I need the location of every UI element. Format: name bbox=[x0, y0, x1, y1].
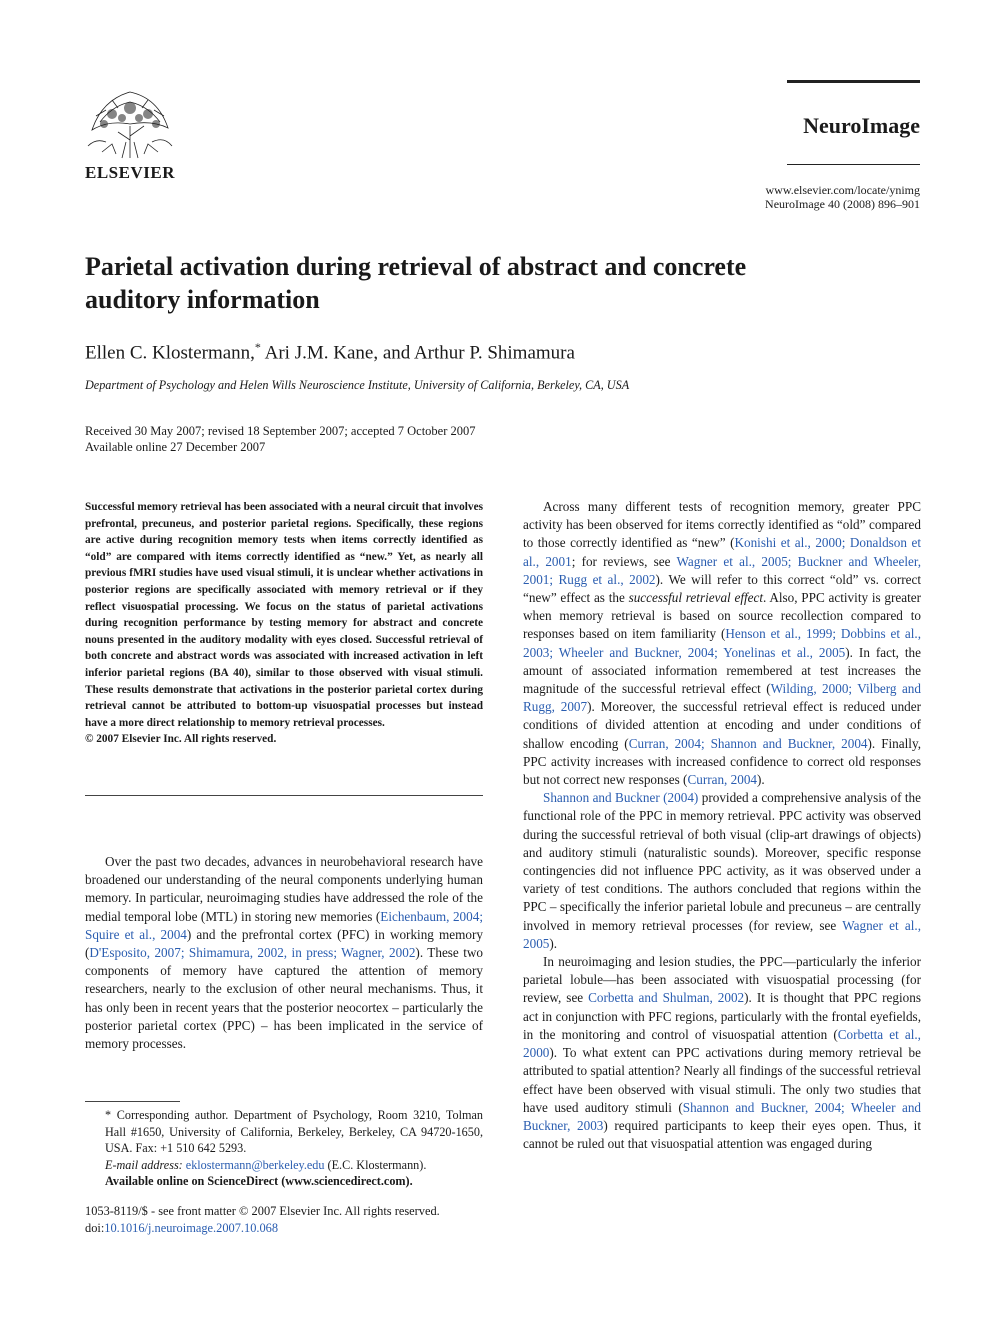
body-text: Across many different tests of recognition memory, greater PPC activity has been observed for items correctly identified as “old” compared to those correctly identified as “new” ( bbox=[523, 499, 921, 551]
ref-link[interactable]: Wagner et al., 2005 bbox=[523, 917, 921, 951]
footnote bbox=[85, 1107, 483, 1190]
online-date: Available online 27 December 2007 bbox=[85, 439, 266, 454]
coauthors: Ari J.M. Kane, and Arthur P. Shimamura bbox=[260, 342, 575, 364]
journal-name: NeuroImage bbox=[803, 113, 920, 138]
body-text: ). Finally, PPC activity increases with increased confidence to correct old responses but not correct new responses ( bbox=[523, 735, 921, 788]
ref-link[interactable]: Wagner et al., 2005; Buckner and Wheeler, 2001; Rugg et al., 2002 bbox=[523, 553, 921, 587]
abstract bbox=[85, 499, 483, 748]
body-text: Over the past two decades, advances in neurobehavioral research have broadened our understanding of the neural components underlying human memory. In particular, neuroimaging studies have addressed the role of the medial temporal lobe (MTL) in storing new memories ( bbox=[85, 854, 483, 924]
body-text: ). To what extent can PPC activations during memory retrieval be attributed to spatial attention? Nearly all findings of the successful retrieval effect have been observed with visual stimuli. The only two studies that have used auditory stimuli ( bbox=[523, 1045, 921, 1115]
intro-paragraph-1 bbox=[85, 853, 483, 1053]
doi-line bbox=[85, 1220, 505, 1237]
journal-url[interactable]: www.elsevier.com/locate/ynimg bbox=[765, 183, 920, 197]
doi-label: doi: bbox=[85, 1221, 105, 1235]
journal-citation: NeuroImage 40 (2008) 896–901 bbox=[765, 197, 920, 211]
abstract-text: Successful memory retrieval has been associated with a neural circuit that involves prefrontal, precuneus, and posterior parietal regions. Specifically, these regions are active during recognition memory tests when items correctly identified as “old” are compared with items correctly identified as “new.” Yet, as nearly all previous fMRI studies have used visual stimuli, it is unclear whether activations in posterior regions are specifically associated with memory retrieval or if they reflect visuospatial processing. We focus on the status of parietal activations during recognition performance by testing memory for abstract and concrete nouns presented in the auditory modality with eyes closed. Successful retrieval of both concrete and abstract words was associated with increased activation in left inferior parietal regions (BA 40), similar to those observed with visual stimuli. These results demonstrate that activations in the posterior parietal cortex during retrieval cannot be attributed to bottom-up visuospatial processes but instead have a more direct relationship to memory retrieval processes. bbox=[85, 501, 483, 729]
body-text: ). Moreover, the successful retrieval effect is reduced under conditions of divided attention at encoding and under conditions of shallow encoding ( bbox=[523, 699, 921, 751]
body-text: In neuroimaging and lesion studies, the PPC—particularly the inferior parietal lobule—has been associated with visuospatial processing (for review, see bbox=[523, 954, 921, 1006]
email-owner: (E.C. Klostermann). bbox=[324, 1157, 427, 1172]
ref-link[interactable]: Henson et al., 1999; Dobbins et al., 2003; Wheeler and Buckner, 2004; Yonelinas et al., 2005 bbox=[523, 626, 921, 660]
footnote-rule bbox=[85, 1101, 180, 1102]
sciencedirect-note: Available online on ScienceDirect (www.sciencedirect.com). bbox=[105, 1174, 413, 1189]
body-text: ). These two components of memory have captured the attention of memory researchers, nearly to the exclusion of other neural mechanisms. Thus, it has only been in recent years that the posterior neocortex – particularly the posterior parietal cortex (PPC) – has been implicated in the service of memory processes. bbox=[85, 945, 483, 1052]
right-column-body bbox=[523, 498, 921, 1153]
article-history bbox=[85, 424, 585, 455]
affiliation: Department of Psychology and Helen Wills Neuroscience Institute, University of California, Berkeley, CA, USA bbox=[85, 378, 630, 392]
author-klostermann: Ellen C. Klostermann, bbox=[85, 342, 255, 364]
body-text: ) required participants to keep their eyes open. Thus, it cannot be ruled out that visuospatial attention was engaged during bbox=[523, 1117, 921, 1152]
body-text: ). In fact, the amount of associated information remembered at test increases the magnitude of the successful retrieval effect ( bbox=[523, 644, 921, 697]
intro-paragraph-2 bbox=[523, 498, 921, 789]
body-text: ). It is thought that PPC regions act in conjunction with PFC regions, particularly with the frontal eyefields, in the monitoring and control of visuospatial attention ( bbox=[523, 990, 921, 1042]
email-line bbox=[85, 1157, 483, 1174]
corresponding-mark[interactable]: * bbox=[254, 340, 261, 354]
ref-link[interactable]: Curran, 2004; Shannon and Buckner, 2004 bbox=[628, 735, 868, 751]
body-text: ). bbox=[757, 772, 765, 788]
intro-paragraph-4 bbox=[523, 953, 921, 1153]
article-title: Parietal activation during retrieval of abstract and concrete auditory information bbox=[85, 252, 747, 314]
header-rule-bottom bbox=[787, 164, 920, 165]
email-label: E-mail address: bbox=[105, 1157, 186, 1172]
body-text: ). We will refer to this correct “old” vs. correct “new” effect as the bbox=[523, 571, 921, 606]
corresponding-author-note: * Corresponding author. Department of Psychology, Room 3210, Tolman Hall #1650, University of California, Berkeley, Berkeley, CA 94720-1650, USA. Fax: +1 510 642 5293. bbox=[105, 1108, 483, 1156]
abstract-rule bbox=[85, 795, 483, 796]
ref-link[interactable]: Corbetta and Shulman, 2002 bbox=[588, 990, 745, 1006]
publisher-name: ELSEVIER bbox=[85, 163, 175, 182]
email-link[interactable]: eklostermann@berkeley.edu bbox=[185, 1157, 325, 1172]
author-list bbox=[85, 340, 885, 364]
body-text: ) and the prefrontal cortex (PFC) in working memory ( bbox=[85, 926, 483, 961]
intro-paragraph-3 bbox=[523, 789, 921, 953]
ref-link[interactable]: Eichenbaum, 2004; Squire et al., 2004 bbox=[85, 908, 484, 942]
ref-link[interactable]: Corbetta et al., 2000 bbox=[523, 1026, 921, 1061]
front-matter bbox=[85, 1203, 505, 1237]
abstract-copyright: © 2007 Elsevier Inc. All rights reserved. bbox=[85, 733, 277, 746]
body-text: provided a comprehensive analysis of the functional role of the PPC in memory retrieval. PPC activity was observed during the successful retrieval of both visual (clip-art drawings of objects) and auditory stimuli (naturalistic sounds). Moreover, specific response contingencies did not influence PPC activity, as it was observed under a variety of test conditions. The authors concluded that regions within the PPC – specifically the inferior parietal lobule and precuneus – are centrally involved in memory retrieval processes (for review, see bbox=[523, 790, 922, 933]
ref-link[interactable]: Wilding, 2000; Vilberg and Rugg, 2007 bbox=[523, 681, 921, 715]
issn-line: 1053-8119/$ - see front matter © 2007 Elsevier Inc. All rights reserved. bbox=[85, 1204, 440, 1218]
ref-link[interactable]: Shannon and Buckner (2004) bbox=[543, 790, 699, 806]
doi-link[interactable]: 10.1016/j.neuroimage.2007.10.068 bbox=[104, 1221, 279, 1235]
ref-link[interactable]: Konishi et al., 2000; Donaldson et al., 2001 bbox=[523, 535, 921, 569]
left-column-body bbox=[85, 853, 483, 1053]
ref-link[interactable]: Curran, 2004 bbox=[687, 772, 758, 788]
received-dates: Received 30 May 2007; revised 18 September 2007; accepted 7 October 2007 bbox=[85, 424, 476, 438]
ref-link[interactable]: D'Esposito, 2007; Shimamura, 2002, in press; Wagner, 2002 bbox=[89, 945, 416, 961]
header-rule-top bbox=[787, 80, 920, 83]
body-text: ; for reviews, see bbox=[571, 553, 677, 569]
ref-link[interactable]: Shannon and Buckner, 2004; Wheeler and Buckner, 2003 bbox=[523, 1099, 922, 1133]
term-italic: successful retrieval effect bbox=[628, 590, 764, 606]
body-text: . Also, PPC activity is greater when memory retrieval is based on source recollection compared to responses based on item familiarity ( bbox=[523, 590, 921, 642]
body-text: ). bbox=[549, 935, 558, 951]
